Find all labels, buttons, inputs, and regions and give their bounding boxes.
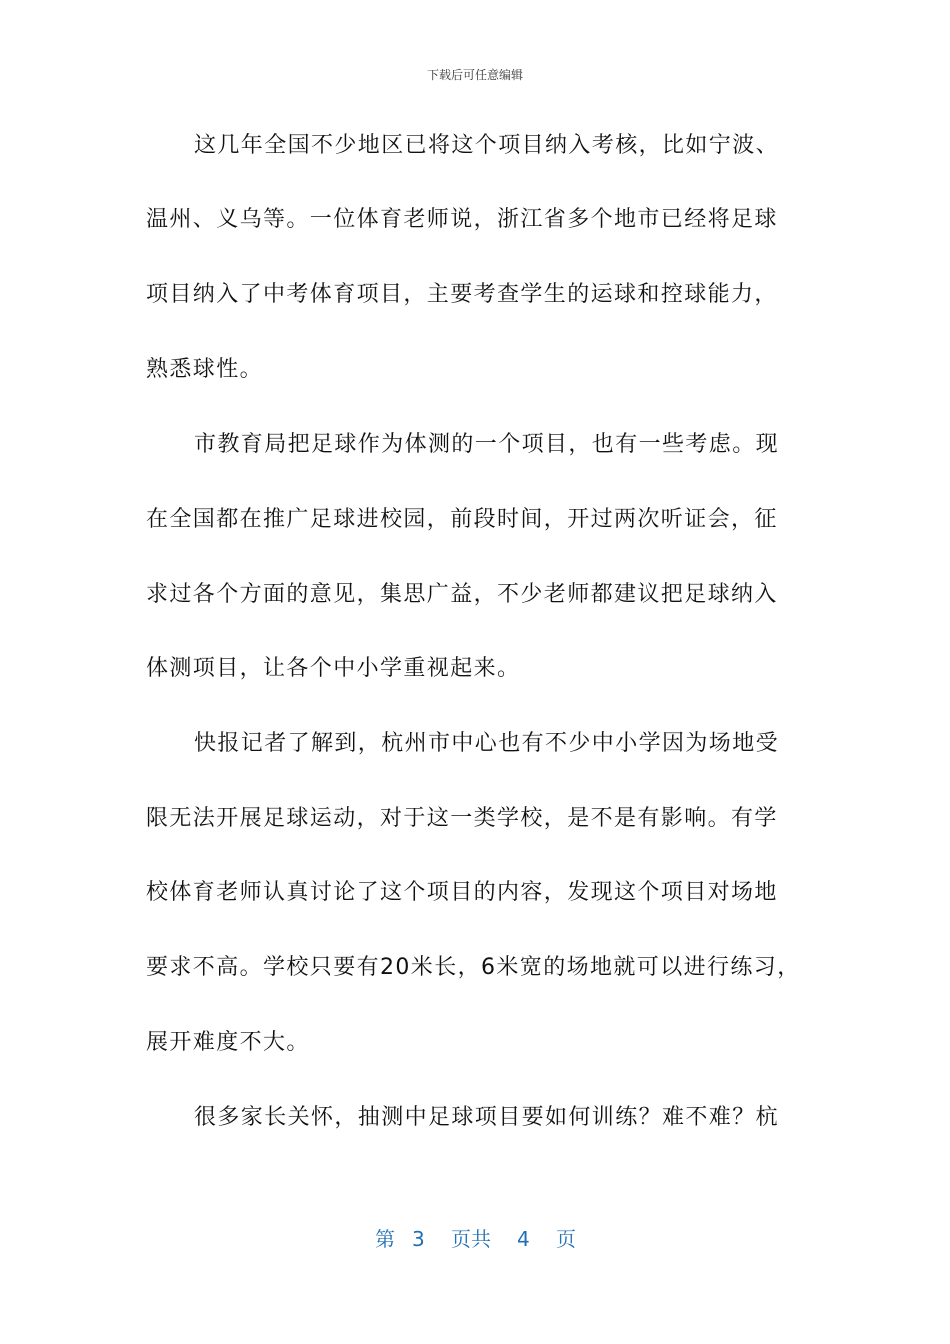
body-line: 求过各个方面的意见，集思广益，不少老师都建议把足球纳入 <box>146 582 778 607</box>
body-line: 市教育局把足球作为体测的一个项目，也有一些考虑。现 <box>194 432 780 457</box>
footer-total-pages: 4 <box>517 1227 530 1251</box>
page-header: 下载后可任意编辑 <box>426 68 523 82</box>
footer-mid: 页共 <box>451 1227 491 1251</box>
body-line: 在全国都在推广足球进校园，前段时间，开过两次听证会，征 <box>146 507 778 532</box>
footer-suffix: 页 <box>556 1227 576 1251</box>
footer-current-page: 3 <box>412 1227 425 1251</box>
body-line: 限无法开展足球运动，对于这一类学校，是不是有影响。有学 <box>146 806 778 831</box>
body-line: 快报记者了解到，杭州市中心也有不少中小学因为场地受 <box>194 731 780 756</box>
body-line: 要求不高。学校只要有20米长，6米宽的场地就可以进行练习， <box>146 955 801 980</box>
body-line: 这几年全国不少地区已将这个项目纳入考核，比如宁波、 <box>194 133 780 158</box>
body-line: 熟悉球性。 <box>146 357 264 382</box>
page-footer <box>0 1224 950 1254</box>
body-line: 体测项目，让各个中小学重视起来。 <box>146 656 521 681</box>
body-line: 项目纳入了中考体育项目，主要考查学生的运球和控球能力， <box>146 282 778 307</box>
footer-prefix: 第 <box>375 1227 395 1251</box>
body-line: 校体育老师认真讨论了这个项目的内容，发现这个项目对场地 <box>146 880 778 905</box>
body-line: 展开难度不大。 <box>146 1030 310 1055</box>
body-line: 温州、义乌等。一位体育老师说，浙江省多个地市已经将足球 <box>146 207 778 232</box>
body-line: 很多家长关怀，抽测中足球项目要如何训练？难不难？杭 <box>194 1105 780 1130</box>
